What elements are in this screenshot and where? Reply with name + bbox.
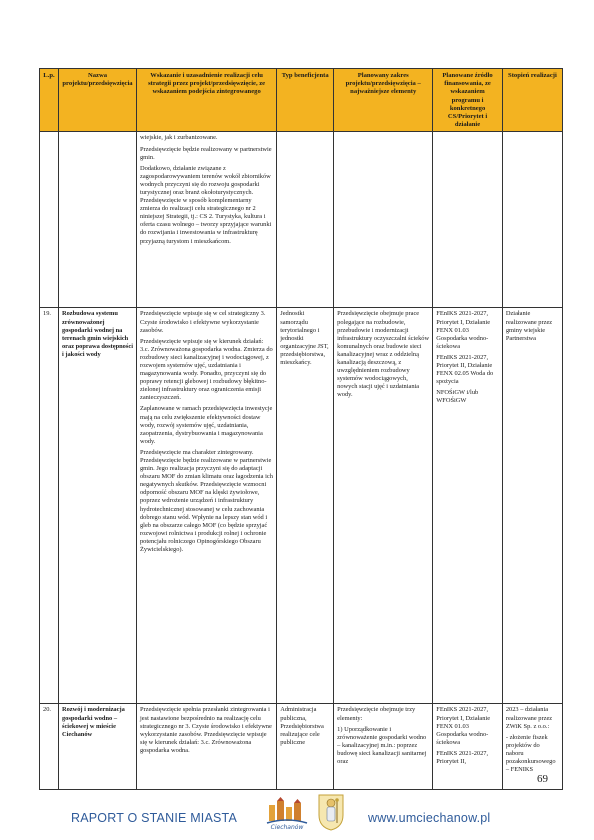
cell-status [502,704,562,790]
paragraph: wiejskie, jak i zurbanizowane. [139,134,218,142]
footer [0,790,594,840]
paragraph: Zaplanowane w ramach przedsięwzięcia inwestycje mają na celu zwiększenie efektywności dostaw wody, rozwój systemów ujęć, uzdatniania, zaopatrzenia, dystrybuowania i magazynowania wody. [139,405,273,445]
paragraph: Dodatkowo, działanie związane z zagospodarowywaniem terenów wokół zbiorników wodnych przyczyni się do rozwoju gospodarki turystycznej oraz branż okołoturystycznych. Przedsięwzięcie w sposób komplementarny zmierza do realizacji celu strategicznego nr 2 niniejszej Strategii, tj.: CS 2. Turystyka, kultura i oferta czasu wolnego – tworzy sprzyjające warunki do rozwijania i inwestowania w infrastrukturę przyjazną turystom i mieszkańcom. [139,164,272,245]
cell-status [502,132,562,308]
cell-lp [40,132,59,308]
header-beneficiary: Typ beneficjenta [277,69,334,132]
funding-item: FEnIKS 2021-2027, Priorytet I, Działanie FENX 01.03 Gospodarka wodno-ściekowa [436,706,491,746]
cell-lp: 19. [40,308,59,704]
cell-scope: Przedsięwzięcie obejmuje prace polegające na rozbudowie, przebudowie i modernizacji infrastruktury oczyszczalni ścieków komunalnych oraz budowie sieci kanalizacyjnej wraz z oddzielną kanalizacją deszczową, z uwzględnieniem rozbudowy systemów wodociągowych, nowych stacji ujęć i uzdatniania wody. [334,308,433,704]
projects-table [39,68,563,790]
cell-justification [136,308,276,704]
city-logo-icon [265,797,309,831]
header-lp: L.p. [40,69,59,132]
cell-beneficiary [277,132,334,308]
cell-project-name: Rozwój i modernizacja gospodarki wodno – ściekowej w mieście Ciechanów [58,704,136,790]
funding-item: FEnIKS 2021-2027, Priorytet II, [436,749,489,765]
cell-funding [433,308,503,704]
footer-website-link[interactable]: www.umciechanow.pl [368,811,491,825]
funding-item: NFOŚiGW i/lub WFOŚiGW [436,389,479,405]
cell-project-name [58,132,136,308]
cell-lp: 20. [40,704,59,790]
paragraph: Przedsięwzięcie ma charakter zintegrowany. Przedsięwzięcie będzie realizowane w partnerstwie gmin. Jego realizacja przyczyni się do adaptacji obszaru MOF do zmian klimatu oraz łagodzenia ich negatywnych skutków. Przedsięwzięcie wzmocni odporność obszaru MOF na klęski żywiołowe, poprzez wdrożenie urządzeń i infrastruktury hydrotechnicznej stosowanej w celu zachowania dobrego stanu wód. Wpłynie na lepszy stan wód i gleb na obszarze całego MOF (co będzie sprzyjać rozwojowi rolnictwa i produkcji rolnej i ochronie potencjału rolniczego Opinogórskiego Obszaru Żywicielskiego). [139,448,273,554]
paragraph: Przedsięwzięcie wpisuje się w kierunek działań: 3.c. Zrównoważona gospodarka wodna. Zmierza do rozbudowy sieci kanalizacyjnej i wodociągowej, z rozwojem systemów ujęć, uzdatniania i magazynowania wody. Ponadto, przyczyni się do poprawy retencji glebowej i rozbudowy błękitno-zielonej infrastruktury oraz ograniczenia emisji zanieczyszczeń. [139,337,273,402]
cell-scope [334,704,433,790]
paragraph: Przedsięwzięcie spełnia przesłanki zintegrowania i jest nastawione bezpośrednio na realizację celu strategicznego nr 3. Czyste środowisko i efektywne wykorzystanie zasobów. Przedsięwzięcie wpisuje się w kierunek działań: 3.c. Zrównoważona gospodarka wodna. [139,706,272,754]
header-project-name: Nazwa projektu/przedsięwzięcia [58,69,136,132]
cell-beneficiary: Administracja publiczna, Przedsiębiorstwa realizujące cele publiczne [277,704,334,790]
coat-of-arms-icon [317,793,345,831]
funding-item: FEnIKS 2021-2027, Priorytet I, Działanie FENX 01.03 Gospodarka wodno-ściekowa [436,310,491,350]
cell-project-name: Rozbudowa systemu zrównoważonej gospodarki wodnej na terenach gmin wiejskich oraz poprawa dostępności i jakości wody [58,308,136,704]
paragraph: Przedsięwzięcie wpisuje się w cel strategiczny 3. Czyste środowisko i efektywne wykorzystanie zasobów. [139,310,266,334]
table-row [40,308,563,704]
paragraph: - złożenie fiszek projektów do naboru pozakonkursowego – FENIKS [505,733,556,774]
paragraph: 2023 – działania realizowane przez ZWiK Sp. z o.o.: [505,706,553,730]
footer-report-title: RAPORT O STANIE MIASTA [71,811,238,825]
paragraph: Przedsięwzięcie obejmuje trzy elementy: [337,706,416,722]
table-row [40,132,563,308]
cell-justification [136,132,276,308]
paragraph: 1) Uporządkowanie i zrównoważenie gospodarki wodno – kanalizacyjnej m.in.: poprzez budowę sieci kanalizacji sanitarnej oraz [337,725,427,765]
cell-beneficiary: Jednostki samorządu terytorialnego i jednostki organizacyjne JST, przedsiębiorstwa, mieszkańcy. [277,308,334,704]
funding-item: FEnIKS 2021-2027, Priorytet II, Działanie FENX 02.05 Woda do spożycia [436,353,494,386]
logo-text: Ciechanów [270,824,304,831]
paragraph: Przedsięwzięcie będzie realizowany w partnerstwie gmin. [139,145,272,161]
header-funding: Planowane źródło finansowania, ze wskazaniem programu i konkretnego CS/Priorytet i działanie [433,69,503,132]
table-row [40,704,563,790]
header-justification: Wskazanie i uzasadnienie realizacji celu strategii przez projekt/przedsięwzięcie, ze wskazaniem podejścia zintegrowanego [136,69,276,132]
header-status: Stopień realizacji [502,69,562,132]
page-number: 69 [537,773,548,785]
cell-funding [433,132,503,308]
cell-justification [136,704,276,790]
header-scope: Planowany zakres projektu/przedsięwzięcia – najważniejsze elementy [334,69,433,132]
cell-status: Działanie realizowane przez gminy wiejskie Partnerstwa [502,308,562,704]
table-header-row [40,69,563,132]
cell-funding [433,704,503,790]
cell-scope [334,132,433,308]
